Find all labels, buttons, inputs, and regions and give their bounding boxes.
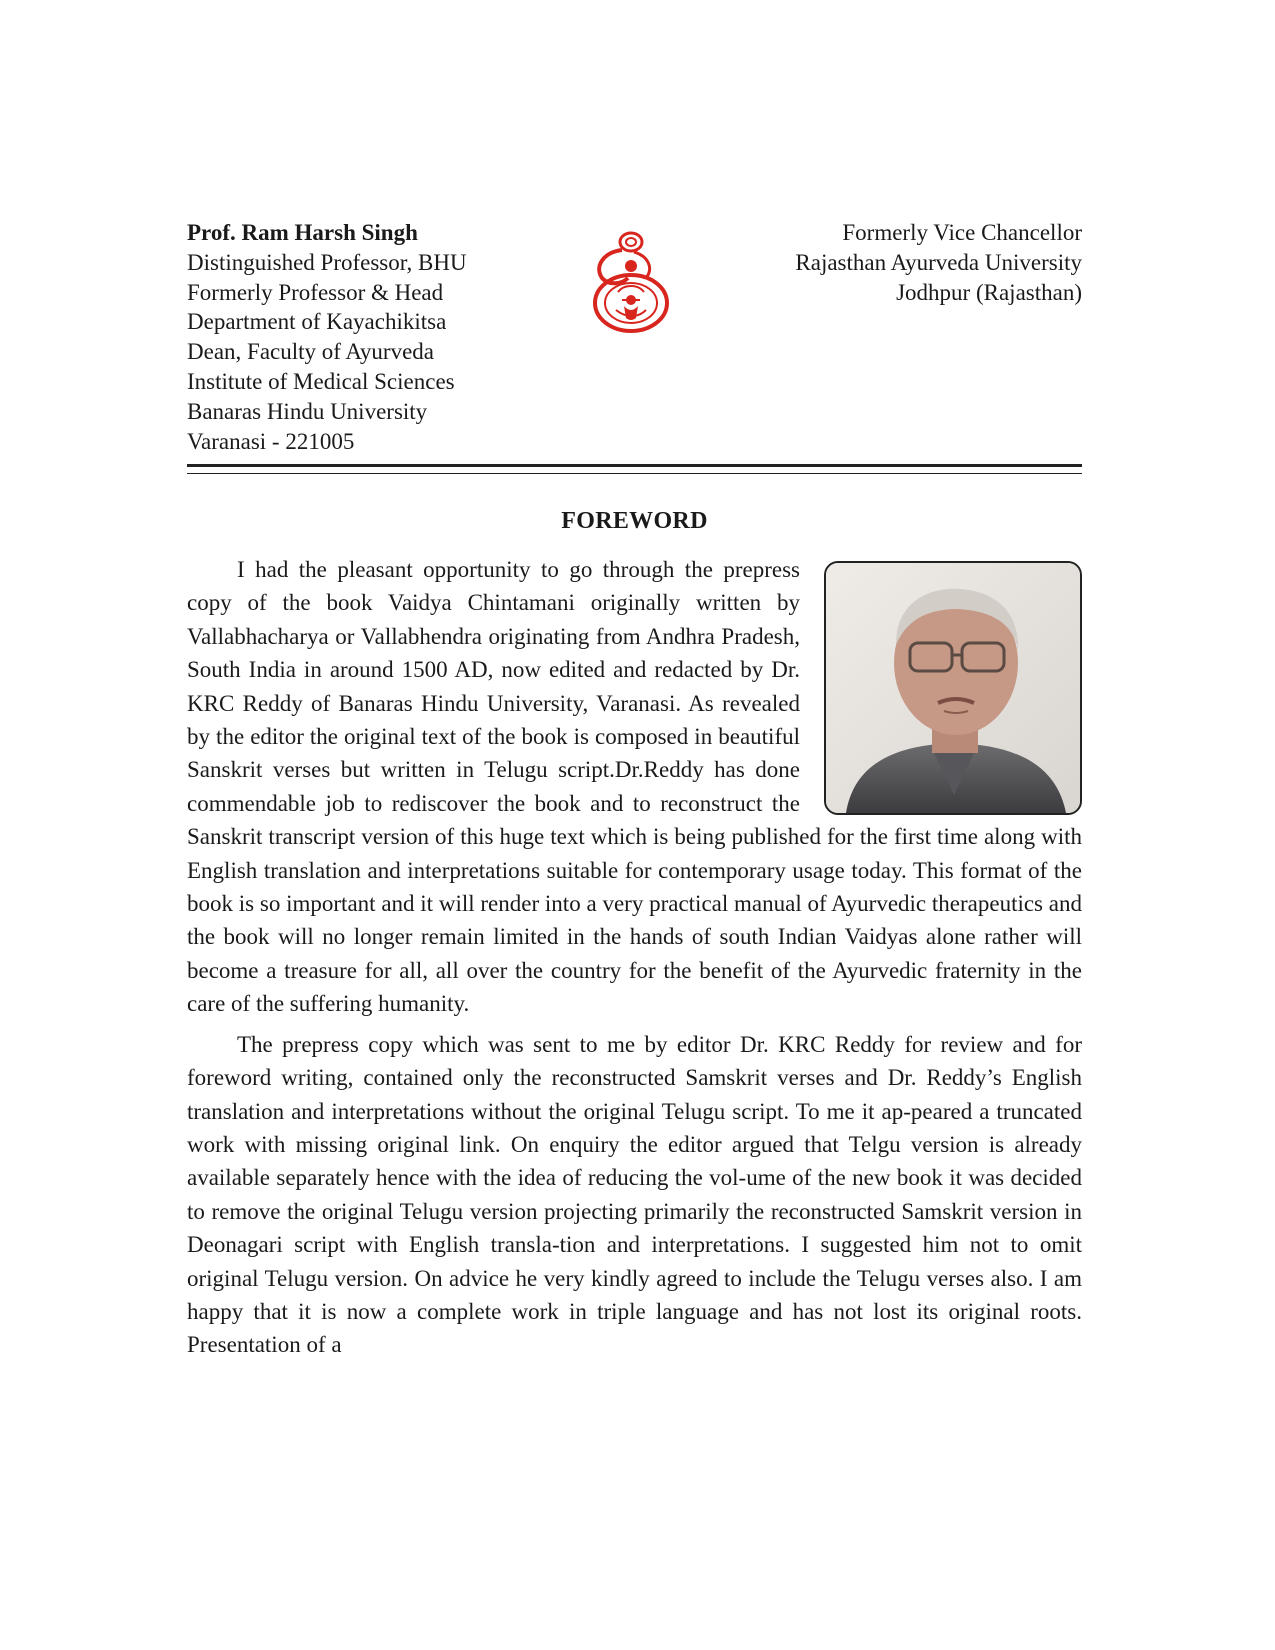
author-line: Dean, Faculty of Ayurveda [187,339,434,365]
author-line: Department of Kayachikitsa [187,309,447,335]
author-line: Formerly Professor & Head [187,279,444,305]
foreword-paragraph: I had the pleasant opportunity to go through the prepress copy of the book Vaidya Chintamani originally written by Vallabhacharya or Vallabhendra originating from Andhra Pradesh, South India in around 1500 AD, now edited and redacted by Dr. KRC Reddy of Banaras Hindu University, Varanasi. As revealed by the editor the original text of the book is composed in beautiful Sanskrit verses but written in Telugu script.Dr.Reddy has done commendable job to rediscover the book and to reconstruct the Sanskrit transcript version of this huge text which is being published for the first time along with English translation and interpretations suitable for contemporary usage today. This format of the book is so important and it will render into a very practical manual of Ayurvedic therapeutics and the book will no longer remain limited in the hands of south Indian Vaidyas alone rather will become a treasure for all, all over the country for the benefit of the Ayurvedic fraternity in the care of the suffering humanity. [187,557,1082,1017]
author-name: Prof. Ram Harsh Singh [187,220,418,245]
author-address-block [187,218,467,456]
foreword-paragraph: The prepress copy which was sent to me by editor Dr. KRC Reddy for review and for foreword writing, contained only the reconstructed Samskrit verses and Dr. Reddy’s English translation and interpretations without the original Telugu script. To me it ap-peared a truncated work with missing original link. On enquiry the editor argued that Telgu version is already available separately hence with the idea of reducing the vol-ume of the new book it was decided to remove the original Telugu version projecting primarily the reconstructed Samskrit version in Deonagari script with English transla-tion and interpretations. I suggested him not to omit original Telugu version. On advice he very kindly agreed to include the Telugu verses also. I am happy that it is now a complete work in triple language and has not lost its original roots. Presentation of a [187,1031,1082,1358]
author-line: Institute of Medical Sciences [187,368,455,394]
position-line: Rajasthan Ayurveda University [795,249,1082,275]
page [187,218,1082,1362]
position-line: Formerly Vice Chancellor [842,220,1082,245]
university-seal-logo [582,226,680,338]
author-line: Banaras Hindu University [187,398,428,424]
header-divider [187,464,1082,474]
letterhead [187,218,1082,464]
foreword-title: FOREWORD [561,508,708,534]
author-portrait-photo [824,561,1082,815]
position-line: Jodhpur (Rajasthan) [896,279,1082,305]
former-position-block [795,218,1082,307]
portrait-image [826,563,1080,813]
author-line: Varanasi - 221005 [187,428,355,454]
author-line: Distinguished Professor, BHU [187,249,467,275]
